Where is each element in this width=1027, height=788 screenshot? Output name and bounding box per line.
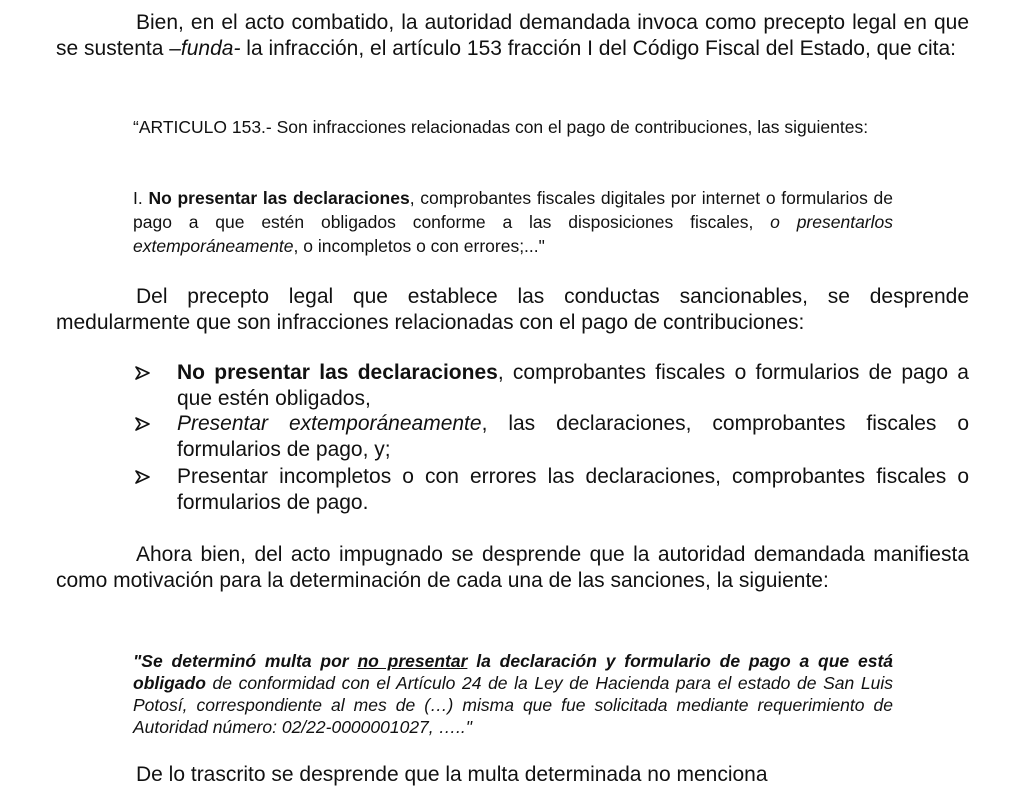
paragraph-intro [56, 10, 969, 62]
quote-article-heading [133, 115, 893, 139]
list-item-italic: Presentar extemporáneamente [177, 412, 482, 435]
quote-fraction-mid: , comprobantes fiscales digitales por internet o formularios de pago a que estén obligados conforme a las disposiciones fiscales, [133, 188, 894, 232]
list-item-text: , las declaraciones, comprobantes fiscales o formularios de pago, y; [177, 412, 969, 461]
paragraph-motivation-text: Ahora bien, del acto impugnado se desprende que la autoridad demandada manifiesta como motivación para la determinación de cada una de las sanciones, la siguiente: [56, 543, 969, 592]
list-item [135, 411, 969, 463]
paragraph-intro-italic: funda- [180, 37, 241, 60]
list-item-text: , comprobantes fiscales o formularios de pago a que estén obligados, [177, 361, 969, 410]
paragraph-cutoff [136, 762, 966, 788]
quote-determination [133, 650, 893, 738]
paragraph-intro-text: Bien, en el acto combatido, la autoridad demandada invoca como precepto legal en que se sustenta – [56, 11, 969, 60]
quote-determination-text: de conformidad con el Artículo 24 de la Ley de Hacienda para el estado de San Luis Potosí, correspondiente al mes de (…) misma que fue solicitada mediante requerimiento de Autoridad número: 02/22-0000001027, ….." [133, 673, 893, 737]
quote-article-heading-text: “ARTICULO 153.- Son infracciones relacionadas con el pago de contribuciones, las siguientes: [133, 117, 869, 137]
arrow-bullet-icon [135, 360, 163, 380]
arrow-bullet-icon [135, 411, 163, 431]
paragraph-conducts-text: Del precepto legal que establece las conductas sancionables, se desprende medularmente que son infracciones relacionadas con el pago de contribuciones: [56, 285, 969, 334]
list-item-text: Presentar incompletos o con errores las declaraciones, comprobantes fiscales o formularios de pago. [177, 465, 969, 514]
paragraph-motivation [56, 542, 969, 594]
paragraph-cutoff-text: De lo trascrito se desprende que la multa determinada no menciona [136, 763, 768, 786]
paragraph-conducts [56, 284, 969, 336]
quote-fraction-lead: I. [133, 188, 149, 208]
paragraph-intro-text-end: la infracción, el artículo 153 fracción I del Código Fiscal del Estado, que cita: [240, 37, 957, 60]
quote-determination-underlined: no presentar [357, 651, 468, 671]
quote-fraction-one [133, 186, 893, 258]
quote-fraction-bold: No presentar las declaraciones [148, 188, 410, 208]
arrow-bullet-icon [135, 464, 163, 484]
quote-determination-bold-end: la declaración y formulario de pago a que está obligado [133, 651, 894, 693]
list-item-bold: No presentar las declaraciones [177, 361, 498, 384]
list-item [135, 360, 969, 412]
quote-fraction-end: , o incompletos o con errores;..." [293, 236, 545, 256]
quote-fraction-italic: o presentarlos extemporáneamente [133, 212, 893, 256]
quote-determination-bold: "Se determinó multa por [133, 651, 358, 671]
list-item [135, 464, 969, 516]
